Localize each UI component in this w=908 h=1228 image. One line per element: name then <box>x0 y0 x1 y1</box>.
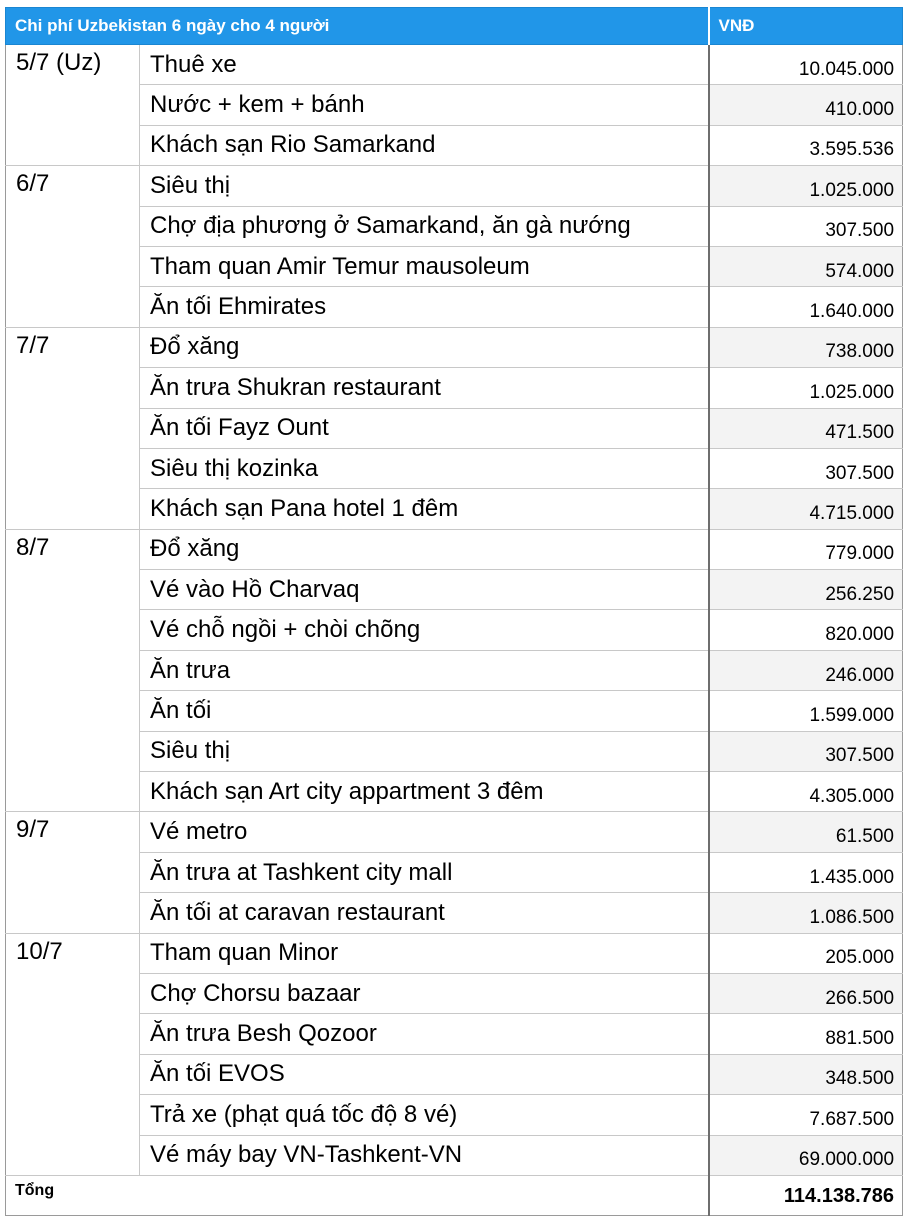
expense-item: Khách sạn Pana hotel 1 đêm <box>140 489 709 529</box>
expense-item: Vé chỗ ngồi + chòi chõng <box>140 610 709 650</box>
expense-item: Siêu thị <box>140 166 709 206</box>
expense-item: Siêu thị kozinka <box>140 448 709 488</box>
table-row <box>6 408 903 448</box>
expense-amount: 574.000 <box>709 246 903 286</box>
expense-item: Ăn tối at caravan restaurant <box>140 893 709 933</box>
table-row <box>6 933 903 973</box>
table-row <box>6 610 903 650</box>
expense-amount: 1.640.000 <box>709 287 903 327</box>
table-row <box>6 1135 903 1175</box>
expense-amount: 246.000 <box>709 650 903 690</box>
table-row <box>6 691 903 731</box>
date-cell: 7/7 <box>6 327 140 529</box>
expense-amount: 4.715.000 <box>709 489 903 529</box>
expense-amount: 10.045.000 <box>709 45 903 85</box>
total-amount: 114.138.786 <box>709 1175 903 1215</box>
table-body <box>6 45 903 1176</box>
expense-item: Khách sạn Art city appartment 3 đêm <box>140 772 709 812</box>
table-row <box>6 206 903 246</box>
expense-item: Ăn tối Ehmirates <box>140 287 709 327</box>
expense-item: Đổ xăng <box>140 327 709 367</box>
expense-item: Vé metro <box>140 812 709 852</box>
table-row <box>6 327 903 367</box>
expense-amount: 205.000 <box>709 933 903 973</box>
expense-item: Vé vào Hồ Charvaq <box>140 570 709 610</box>
expense-item: Ăn trưa at Tashkent city mall <box>140 852 709 892</box>
table-row <box>6 287 903 327</box>
expense-amount: 348.500 <box>709 1054 903 1094</box>
expense-amount: 307.500 <box>709 206 903 246</box>
currency-header: VNĐ <box>709 8 903 45</box>
expense-item: Trả xe (phạt quá tốc độ 8 vé) <box>140 1095 709 1135</box>
table-row <box>6 731 903 771</box>
expense-amount: 779.000 <box>709 529 903 569</box>
expense-amount: 1.025.000 <box>709 368 903 408</box>
expense-item: Ăn trưa Shukran restaurant <box>140 368 709 408</box>
table-row <box>6 1014 903 1054</box>
expense-item: Chợ Chorsu bazaar <box>140 973 709 1013</box>
table-row <box>6 812 903 852</box>
expense-amount: 1.025.000 <box>709 166 903 206</box>
date-cell: 9/7 <box>6 812 140 933</box>
expense-item: Chợ địa phương ở Samarkand, ăn gà nướng <box>140 206 709 246</box>
table-row <box>6 973 903 1013</box>
table-row <box>6 852 903 892</box>
expense-item: Ăn tối Fayz Ount <box>140 408 709 448</box>
expense-item: Thuê xe <box>140 45 709 85</box>
expense-item: Vé máy bay VN-Tashkent-VN <box>140 1135 709 1175</box>
date-cell: 8/7 <box>6 529 140 812</box>
expense-item: Tham quan Minor <box>140 933 709 973</box>
table-row <box>6 166 903 206</box>
date-cell: 10/7 <box>6 933 140 1175</box>
table-row <box>6 448 903 488</box>
table-row <box>6 489 903 529</box>
expense-amount: 69.000.000 <box>709 1135 903 1175</box>
expense-amount: 738.000 <box>709 327 903 367</box>
table-title: Chi phí Uzbekistan 6 ngày cho 4 người <box>6 8 709 45</box>
expense-amount: 7.687.500 <box>709 1095 903 1135</box>
expense-amount: 881.500 <box>709 1014 903 1054</box>
expense-amount: 307.500 <box>709 731 903 771</box>
expense-amount: 471.500 <box>709 408 903 448</box>
expense-amount: 1.435.000 <box>709 852 903 892</box>
header-row <box>6 8 903 45</box>
total-label: Tổng <box>6 1175 709 1215</box>
expense-amount: 1.599.000 <box>709 691 903 731</box>
table-row <box>6 125 903 165</box>
table-row <box>6 772 903 812</box>
expense-item: Ăn trưa Besh Qozoor <box>140 1014 709 1054</box>
expense-table <box>5 7 903 1216</box>
expense-item: Tham quan Amir Temur mausoleum <box>140 246 709 286</box>
table-row <box>6 1054 903 1094</box>
expense-amount: 820.000 <box>709 610 903 650</box>
expense-amount: 256.250 <box>709 570 903 610</box>
expense-item: Siêu thị <box>140 731 709 771</box>
table-row <box>6 529 903 569</box>
table-row <box>6 1095 903 1135</box>
expense-item: Ăn tối EVOS <box>140 1054 709 1094</box>
expense-amount: 266.500 <box>709 973 903 1013</box>
table-row <box>6 893 903 933</box>
expense-item: Đổ xăng <box>140 529 709 569</box>
expense-item: Ăn trưa <box>140 650 709 690</box>
expense-amount: 4.305.000 <box>709 772 903 812</box>
total-row <box>6 1175 903 1215</box>
table-row <box>6 650 903 690</box>
expense-amount: 1.086.500 <box>709 893 903 933</box>
date-cell: 5/7 (Uz) <box>6 45 140 166</box>
expense-item: Nước + kem + bánh <box>140 85 709 125</box>
date-cell: 6/7 <box>6 166 140 328</box>
expense-item: Ăn tối <box>140 691 709 731</box>
table-row <box>6 85 903 125</box>
table-row <box>6 246 903 286</box>
table-row <box>6 368 903 408</box>
expense-amount: 307.500 <box>709 448 903 488</box>
table-row <box>6 570 903 610</box>
expense-item: Khách sạn Rio Samarkand <box>140 125 709 165</box>
expense-amount: 61.500 <box>709 812 903 852</box>
expense-amount: 410.000 <box>709 85 903 125</box>
table-row <box>6 45 903 85</box>
expense-amount: 3.595.536 <box>709 125 903 165</box>
